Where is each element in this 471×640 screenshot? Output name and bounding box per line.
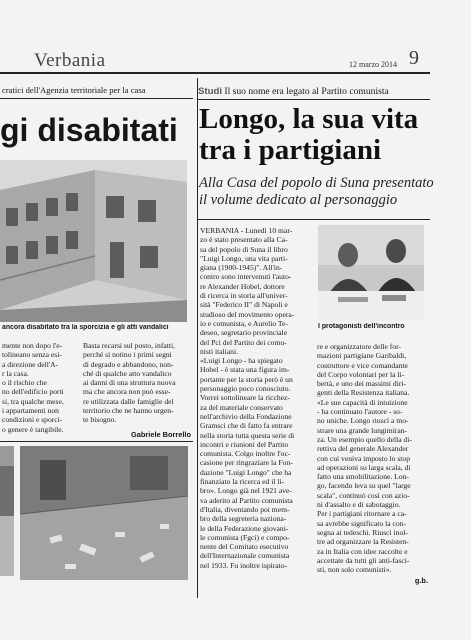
text-line: no uniche. Longo riuscì a mo-: [317, 416, 409, 426]
headline-line-2: tra i partigiani: [199, 134, 382, 166]
text-line: finanziato la ricerca ed il li-: [200, 477, 285, 487]
text-line: nisti italiani.: [200, 346, 238, 356]
column-divider: [197, 78, 198, 598]
text-line: r la casa.: [2, 368, 29, 378]
main-story-column-1: [200, 226, 312, 570]
text-line: bertà, e uno dei massimi diri-: [317, 379, 406, 389]
text-line: o il rischio che: [2, 378, 47, 388]
main-headline: [199, 104, 418, 166]
left-story-column-1: [2, 341, 78, 434]
kicker-rule: [198, 99, 430, 100]
kicker-text: Il suo nome era legato al Partito comunista: [224, 86, 389, 97]
deck-line-2: il volume dedicato al personaggio: [199, 192, 398, 208]
text-line: strare una grande lungimiran-: [317, 425, 408, 435]
text-line: con cui veniva imposto lo stop: [317, 453, 411, 463]
text-line: personaggio poco conosciuto.: [200, 384, 291, 394]
text-line: Vorrei sottolineare la ricchez-: [200, 393, 290, 403]
building-photo-caption: ancora disabitato tra la sporcizia e gli atti vandalici: [2, 324, 169, 331]
left-story-end-rule: [0, 441, 193, 442]
text-line: dazione "Luigi Longo" che ha: [200, 467, 292, 477]
main-kicker: [198, 86, 389, 97]
page-number: 9: [409, 47, 419, 69]
text-line: giana (1900-1945)". All'in-: [200, 263, 283, 273]
byline: Gabriele Borrello: [131, 430, 191, 439]
text-line: nella storia tutta questa serie di: [200, 430, 295, 440]
text-line: Per i partigiani ritornare a ca-: [317, 509, 407, 519]
text-line: segna ai tedeschi. Riuscì inol-: [317, 527, 408, 537]
text-line: o genere è tangibile.: [2, 424, 64, 434]
header-rule: [0, 72, 430, 74]
text-line: sa del popolo di Suna il libro: [200, 244, 288, 254]
text-line: costruttore e vice comandante: [317, 360, 408, 370]
text-line: accettate da tutti gli anti-fasci-: [317, 555, 410, 565]
text-line: genti della Resistenza italiana.: [317, 388, 410, 398]
text-line: portante per la storia però è un: [200, 374, 293, 384]
text-line: condizioni e sporci-: [2, 415, 63, 425]
protagonists-photo-caption: I protagonisti dell'incontro: [318, 323, 405, 330]
text-line: Hobel - è stata una figura im-: [200, 365, 290, 375]
text-line: mazioni partigiane Garibaldi,: [317, 351, 407, 361]
kicker-label: Studi: [198, 86, 222, 97]
section-title: Verbania: [34, 50, 106, 71]
text-line: go, facendo leva su quel "large: [317, 481, 411, 491]
main-story-column-2: [317, 342, 430, 574]
text-line: di ricerca in storia all'univer-: [200, 291, 288, 301]
text-line: del Pci del Partito dei comu-: [200, 337, 287, 347]
text-line: di degrado e abbandono, non-: [83, 359, 174, 369]
text-line: perché si notino i primi segni: [83, 350, 172, 360]
text-line: Gramsci che di fatto fa entrare: [200, 421, 293, 431]
text-line: io e comunista, e Aurelio Te-: [200, 318, 288, 328]
text-line: bro della segreteria naziona-: [200, 514, 287, 524]
left-deck-rule: [0, 98, 193, 99]
text-line: za. Un esempio quello della di-: [317, 434, 412, 444]
left-story-headline: gi disabitati: [0, 112, 178, 148]
text-line: nell'archivio della Fondazione: [200, 411, 292, 421]
signoff: g.b.: [414, 576, 428, 585]
text-line: d'Italia, diventando poi mem-: [200, 504, 290, 514]
text-line: fatto una smobilitazione. Lon-: [317, 472, 409, 482]
left-story-deck: cratici dell'Agenzia territoriale per la casa: [2, 85, 146, 95]
text-line: - ha continuato l'autore - so-: [317, 407, 403, 417]
text-line: a direzione dell'A-: [2, 359, 59, 369]
text-line: nel 1933. Fu inoltre ispirato-: [200, 560, 288, 570]
text-line: del Corpo volontari per la li-: [317, 369, 405, 379]
text-line: ai danni di una struttura nuova: [83, 378, 176, 388]
text-line: no dell'edificio porti: [2, 387, 64, 397]
text-line: le della Federazione giovani-: [200, 523, 289, 533]
text-line: studioso del movimento opera-: [200, 309, 295, 319]
text-line: te bisogno.: [83, 415, 117, 425]
text-line: deseo, segretario provinciale: [200, 328, 288, 338]
building-photo: [0, 160, 187, 322]
text-line: sità "Federico II" di Napoli e: [200, 300, 288, 310]
text-line: zo è stato presentato alla Ca-: [200, 235, 288, 245]
text-line: nente del Comitato esecutivo: [200, 542, 289, 552]
text-line: «Luigi Longo - ha spiegato: [200, 356, 283, 366]
text-line: rettiva del generale Alexander: [317, 444, 409, 454]
text-line: i appartamenti non: [2, 406, 59, 416]
text-line: re Alexander Hobel, dottore: [200, 281, 285, 291]
text-line: scala", continuò così con azio-: [317, 490, 410, 500]
text-line: le comunista (Fgci) e compo-: [200, 532, 290, 542]
text-line: dell'Internazionale comunista: [200, 551, 290, 561]
interior-photo: [20, 446, 188, 580]
text-line: territorio che ne hanno urgen-: [83, 406, 174, 416]
issue-date: 12 marzo 2014: [349, 60, 397, 69]
text-line: VERBANIA - Lunedì 10 mar-: [200, 226, 293, 235]
headline-line-1: Longo, la sua vita: [199, 103, 419, 135]
text-line: za in Italia con idee raccolte e: [317, 546, 408, 556]
text-line: sa avrebbe significato la con-: [317, 518, 406, 528]
text-line: "Luigi Longo, una vita parti-: [200, 253, 288, 263]
text-line: re utilizzata dalle famiglie del: [83, 396, 174, 406]
text-line: contro sono intervenuti l'auto-: [200, 272, 292, 282]
text-line: ni d'assalto e di sabotaggio.: [317, 500, 401, 510]
text-line: va aderito al Partito comunista: [200, 495, 293, 505]
text-line: sti, non solo comunisti».: [317, 565, 392, 575]
text-line: ad operazioni su larga scala, di: [317, 462, 411, 472]
main-deck: [199, 175, 434, 209]
text-line: tolineano senza esi-: [2, 350, 62, 360]
text-line: tre ad organizzare la Resisten-: [317, 537, 409, 547]
text-line: incontri e riunioni del Partito: [200, 439, 289, 449]
deck-rule: [198, 219, 430, 220]
text-line: re e organizzatore delle for-: [317, 342, 402, 351]
text-line: casione per ringraziare la Fon-: [200, 458, 293, 468]
deck-line-1: Alla Casa del popolo di Suna presentato: [199, 175, 434, 191]
edge-photo: [0, 446, 14, 576]
text-line: «Le sue capacità di intuizione: [317, 397, 408, 407]
text-line: ma che ancora non può esse-: [83, 387, 171, 397]
text-line: comunista. Colgo inoltre l'oc-: [200, 449, 291, 459]
text-line: si, tra qualche mese,: [2, 396, 64, 406]
text-line: ché di qualche atto vandalico: [83, 368, 172, 378]
text-line: mente non dopo l'e-: [2, 341, 63, 350]
text-line: bro». Longo già nel 1921 ave-: [200, 486, 292, 496]
text-line: Basta recarsi sul posto, infatti,: [83, 341, 175, 350]
left-story-column-2: [83, 341, 193, 425]
text-line: za del materiale conservato: [200, 402, 283, 412]
protagonists-photo: [318, 225, 424, 321]
